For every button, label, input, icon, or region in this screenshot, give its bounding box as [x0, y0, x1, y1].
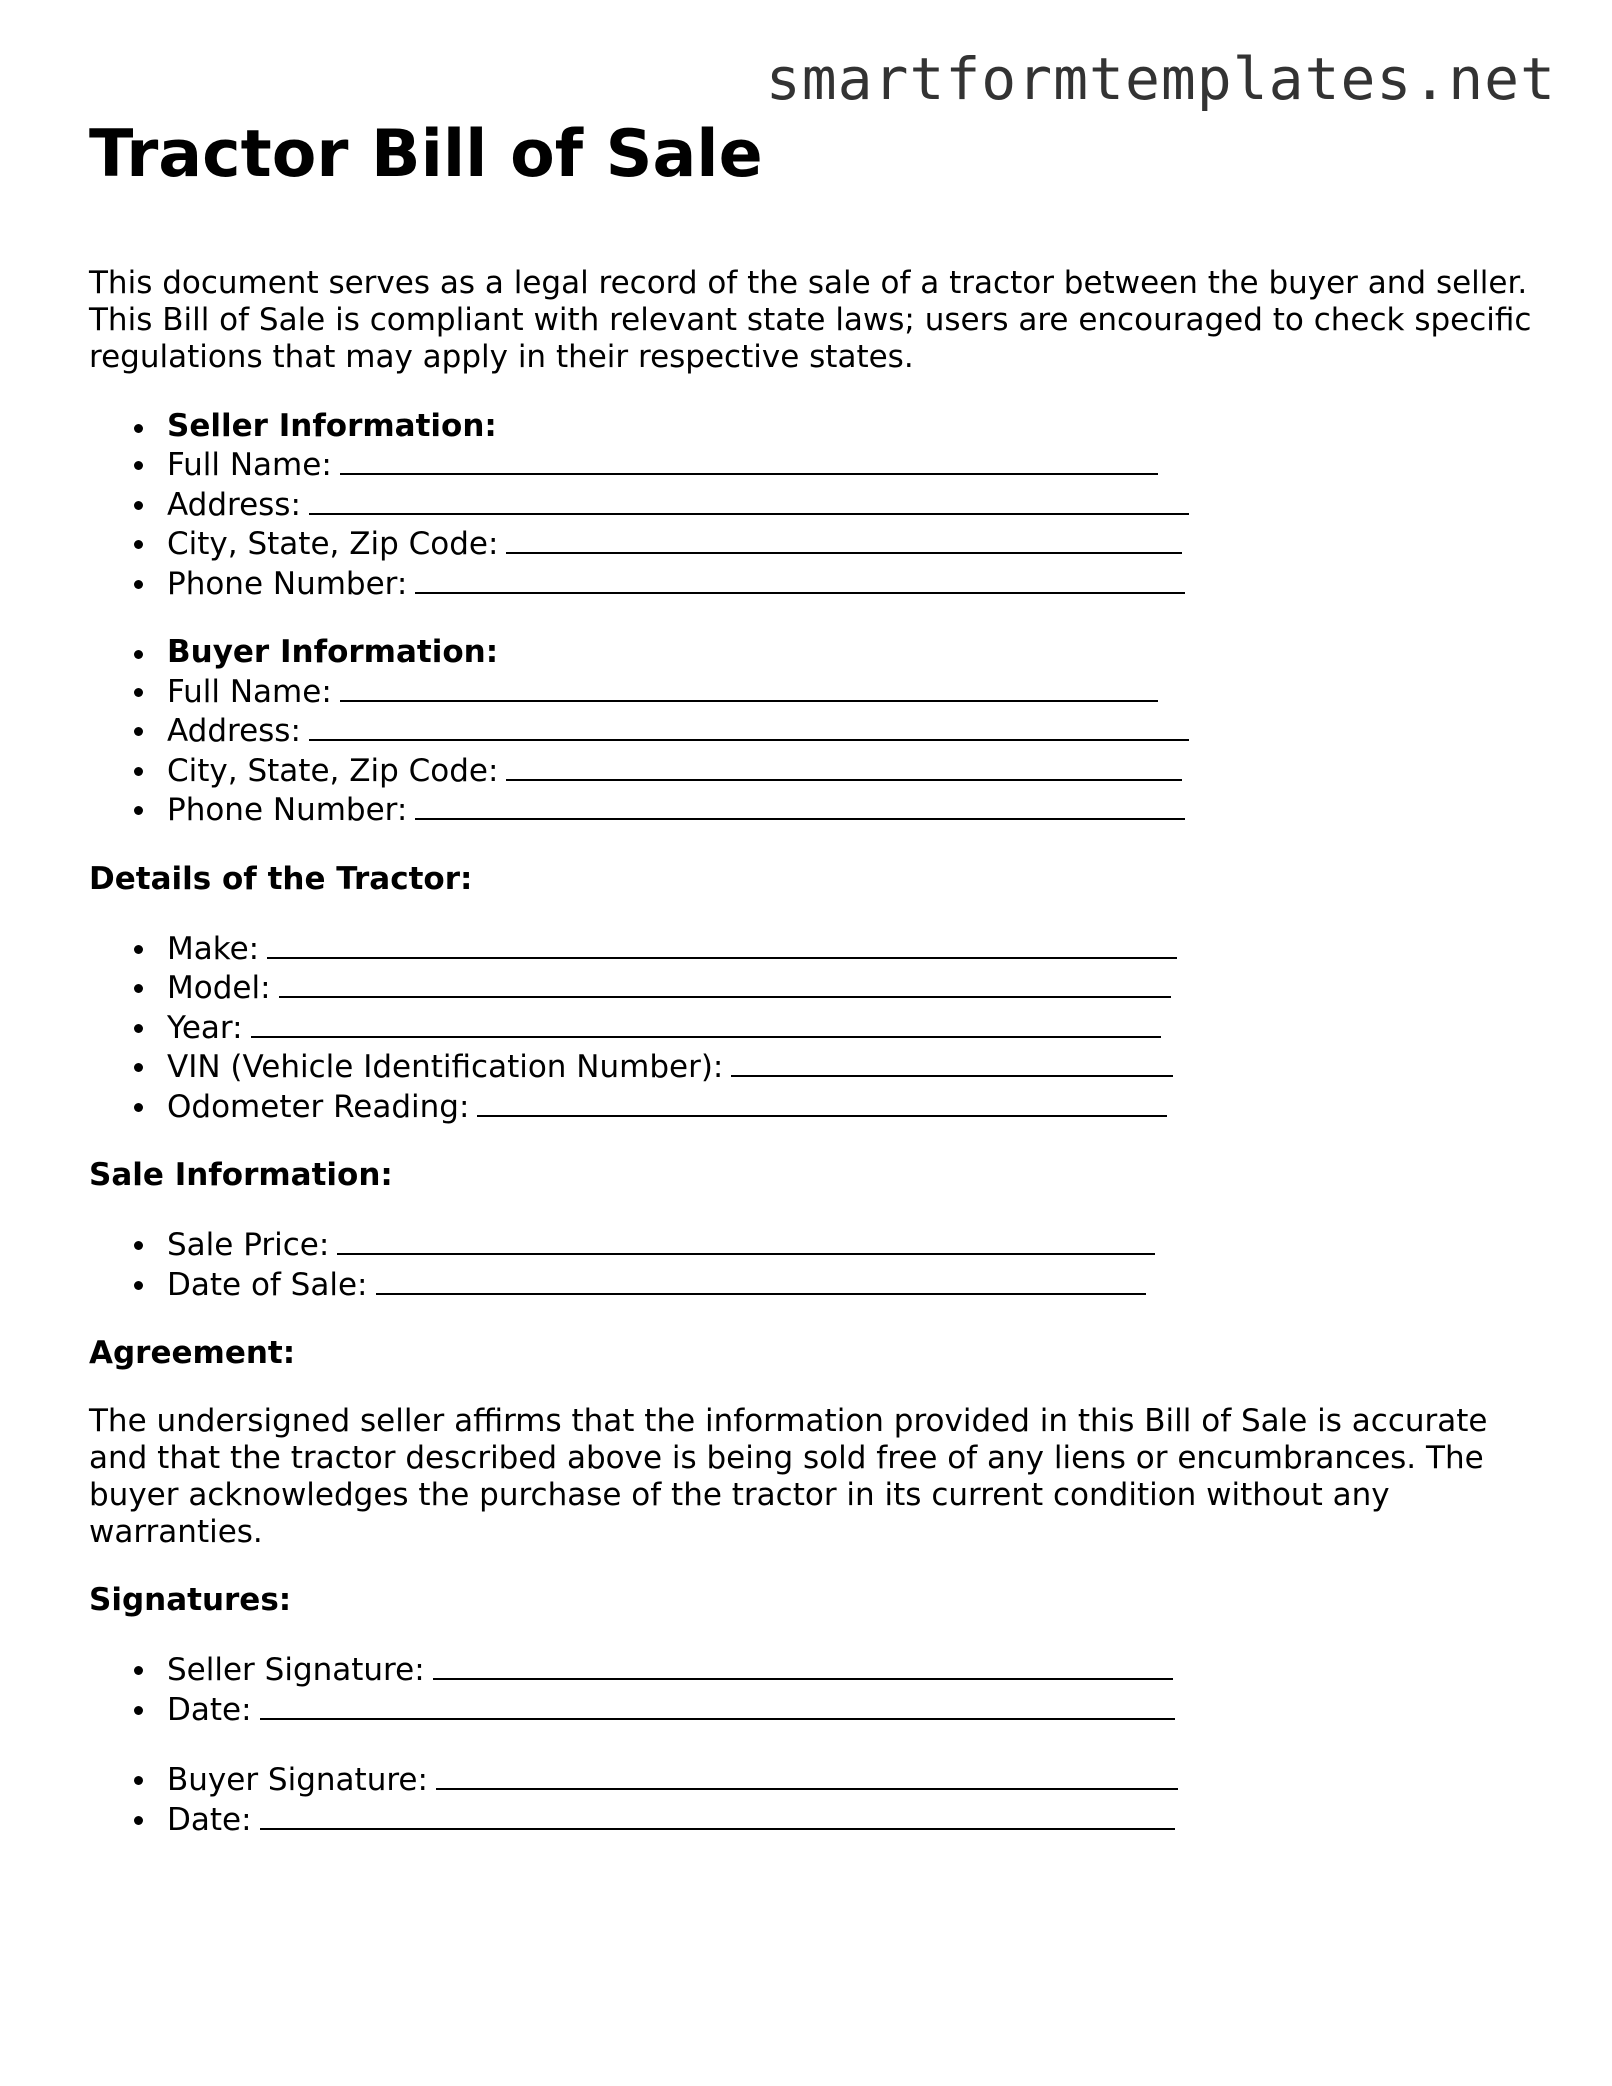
buyer-information-list [89, 634, 1549, 830]
seller-date-line[interactable] [260, 1690, 1175, 1720]
buyer-information-heading: Buyer Information: [89, 634, 1549, 672]
seller-address-line[interactable] [309, 485, 1189, 515]
seller-address-label: Address: [167, 486, 301, 523]
tractor-vin-line[interactable] [731, 1047, 1173, 1077]
sale-price-label: Sale Price: [167, 1227, 330, 1264]
buyer-address-label: Address: [167, 713, 301, 750]
tractor-odometer-field[interactable] [89, 1087, 1549, 1127]
buyer-signature-list [89, 1760, 1549, 1839]
sale-date-label: Date of Sale: [167, 1266, 368, 1303]
buyer-address-line[interactable] [309, 711, 1189, 741]
seller-full-name-line[interactable] [340, 445, 1158, 475]
seller-address-field[interactable] [89, 485, 1549, 525]
sale-date-field[interactable] [89, 1265, 1549, 1305]
buyer-city-state-zip-label: City, State, Zip Code: [167, 752, 499, 789]
tractor-make-line[interactable] [267, 929, 1177, 959]
seller-phone-field[interactable] [89, 564, 1549, 604]
seller-full-name-label: Full Name: [167, 447, 332, 484]
tractor-model-label: Model: [167, 970, 271, 1007]
intro-paragraph: This document serves as a legal record of the sale of a tractor between the buyer and seller. This Bill of Sale is compliant with relevant state laws; users are encouraged to check specific regulations that may apply in their respective states. [89, 264, 1532, 375]
sale-information-list [89, 1225, 1549, 1304]
buyer-signature-label: Buyer Signature: [167, 1762, 428, 1799]
buyer-city-state-zip-line[interactable] [506, 751, 1182, 781]
tractor-details-heading: Details of the Tractor: [89, 860, 473, 897]
buyer-date-label: Date: [167, 1801, 252, 1838]
seller-city-state-zip-field[interactable] [89, 524, 1549, 564]
buyer-full-name-label: Full Name: [167, 673, 332, 710]
tractor-vin-label: VIN (Vehicle Identification Number): [167, 1049, 724, 1086]
buyer-phone-field[interactable] [89, 790, 1549, 830]
tractor-odometer-line[interactable] [477, 1087, 1167, 1117]
document-body [89, 118, 1549, 1839]
sale-price-line[interactable] [337, 1225, 1155, 1255]
buyer-city-state-zip-field[interactable] [89, 751, 1549, 791]
tractor-details-list [89, 929, 1549, 1127]
sale-price-field[interactable] [89, 1225, 1549, 1265]
buyer-full-name-line[interactable] [340, 672, 1158, 702]
document-title: Tractor Bill of Sale [89, 117, 763, 192]
seller-information-list [89, 408, 1549, 604]
agreement-paragraph: The undersigned seller affirms that the information provided in this Bill of Sale is accurate and that the tractor described above is being sold free of any liens or encumbrances. The buyer acknowledges the purchase of the tractor in its current condition without any warranties. [89, 1403, 1488, 1551]
buyer-address-field[interactable] [89, 711, 1549, 751]
seller-signature-field[interactable] [89, 1650, 1549, 1690]
tractor-model-field[interactable] [89, 968, 1549, 1008]
seller-date-label: Date: [167, 1691, 252, 1728]
tractor-make-label: Make: [167, 930, 260, 967]
seller-signature-line[interactable] [433, 1650, 1173, 1680]
buyer-date-line[interactable] [260, 1800, 1175, 1830]
seller-phone-label: Phone Number: [167, 565, 408, 602]
site-watermark: smartformtemplates.net [765, 45, 1556, 113]
buyer-signature-field[interactable] [89, 1760, 1549, 1800]
tractor-vin-field[interactable] [89, 1047, 1549, 1087]
buyer-full-name-field[interactable] [89, 672, 1549, 712]
buyer-date-field[interactable] [89, 1800, 1549, 1840]
seller-city-state-zip-line[interactable] [506, 524, 1182, 554]
seller-signature-list [89, 1650, 1549, 1729]
seller-date-field[interactable] [89, 1690, 1549, 1730]
sale-information-heading: Sale Information: [89, 1157, 393, 1194]
tractor-year-label: Year: [167, 1009, 243, 1046]
tractor-year-field[interactable] [89, 1008, 1549, 1048]
signatures-heading: Signatures: [89, 1582, 292, 1619]
buyer-signature-line[interactable] [436, 1760, 1178, 1790]
seller-city-state-zip-label: City, State, Zip Code: [167, 526, 499, 563]
tractor-odometer-label: Odometer Reading: [167, 1088, 470, 1125]
sale-date-line[interactable] [376, 1265, 1146, 1295]
tractor-model-line[interactable] [279, 968, 1171, 998]
tractor-year-line[interactable] [251, 1008, 1161, 1038]
buyer-phone-label: Phone Number: [167, 792, 408, 829]
agreement-heading: Agreement: [89, 1335, 296, 1372]
seller-signature-label: Seller Signature: [167, 1652, 425, 1689]
seller-phone-line[interactable] [415, 564, 1185, 594]
seller-information-heading: Seller Information: [89, 408, 1549, 446]
tractor-make-field[interactable] [89, 929, 1549, 969]
buyer-phone-line[interactable] [415, 790, 1185, 820]
seller-full-name-field[interactable] [89, 445, 1549, 485]
